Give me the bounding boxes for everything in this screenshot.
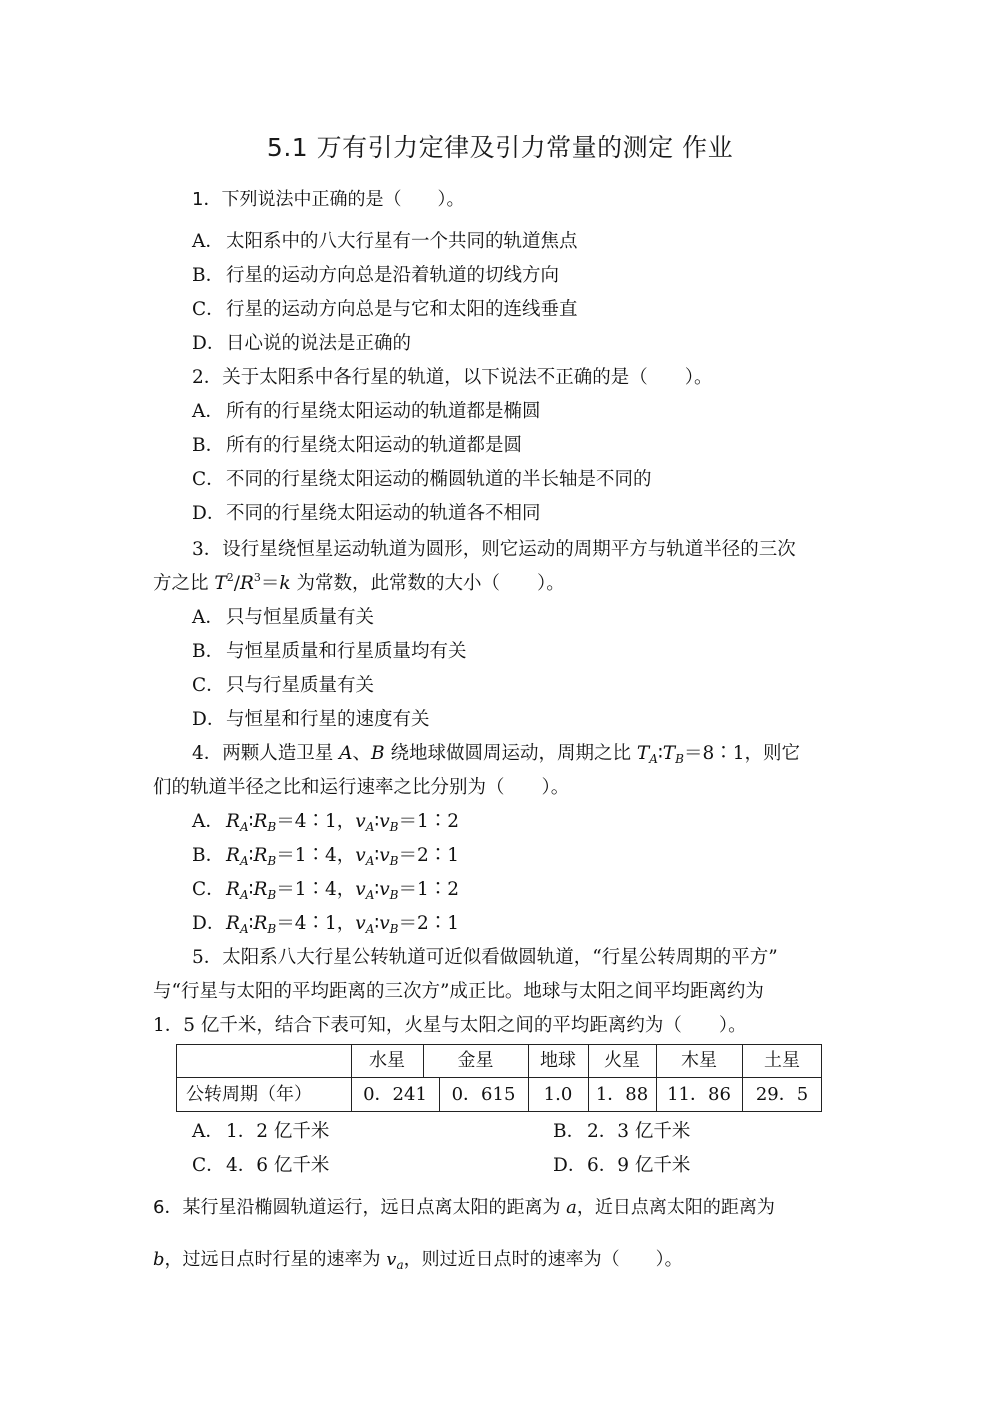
question-1-option-d (192, 332, 411, 356)
question-3-stem-line2 (153, 572, 565, 596)
option-text: 与恒星和行星的速度有关 (226, 709, 430, 730)
var-R: R (253, 879, 268, 900)
question-3-option-b (192, 640, 467, 664)
option-label: B． (192, 435, 225, 456)
var-R: R (253, 913, 268, 934)
subscript-A: A (239, 888, 249, 902)
option-label: D． (553, 1155, 587, 1176)
question-6-stem-line2 (153, 1248, 683, 1272)
orbital-period-table (176, 1044, 822, 1112)
var-v: v (355, 811, 366, 832)
option-label: B． (192, 265, 225, 286)
table-cell-mars: 1．88 (595, 1084, 649, 1105)
question-2-option-c (192, 468, 652, 492)
question-2-option-a (192, 400, 541, 424)
option-label: C． (192, 675, 225, 696)
option-text: 不同的行星绕太阳运动的轨道各不相同 (226, 503, 541, 524)
var-T: T (214, 573, 227, 594)
option-text: 不同的行星绕太阳运动的椭圆轨道的半长轴是不同的 (226, 469, 652, 490)
question-5-option-d (553, 1154, 690, 1178)
question-5-stem-line3: 1．5 亿千米，结合下表可知，火星与太阳之间的平均距离约为（ ）。 (153, 1015, 747, 1036)
var-v: v (355, 879, 366, 900)
option-text: 所有的行星绕太阳运动的轨道都是圆 (226, 435, 523, 456)
var-A: A (339, 743, 353, 764)
option-text: 1．2 亿千米 (226, 1121, 330, 1142)
table-cell-mercury: 0．241 (363, 1084, 427, 1105)
question-5-option-c (192, 1154, 329, 1178)
option-label: A． (192, 811, 224, 832)
option-text: 4．6 亿千米 (226, 1155, 330, 1176)
question-1-option-c (192, 298, 578, 322)
radius-ratio: ＝4∶1， (276, 811, 356, 832)
table-header-mercury: 水星 (369, 1050, 405, 1071)
table-header-venus: 金星 (457, 1050, 494, 1071)
colon: ∶ (374, 811, 380, 832)
stem-text: 绕地球做圆周运动，周期之比 (384, 743, 637, 764)
question-6-stem-line1 (153, 1196, 775, 1220)
table-cell-saturn: 29．5 (755, 1084, 809, 1105)
option-text: 与恒星质量和行星质量均有关 (226, 641, 467, 662)
colon: ∶ (657, 743, 663, 764)
var-R: R (253, 811, 268, 832)
var-v: v (355, 913, 366, 934)
stem-text: ，近日点离太阳的距离为 (576, 1197, 775, 1218)
subscript-B: B (389, 854, 399, 868)
question-5-stem-line2: 与“行星与太阳的平均距离的三次方”成正比。地球与太阳之间平均距离约为 (153, 981, 764, 1002)
subscript-B: B (389, 922, 399, 936)
subscript-A: A (365, 922, 375, 936)
question-3-stem-line1: 3．设行星绕恒星运动轨道为圆形，则它运动的周期平方与轨道半径的三次 (192, 539, 796, 560)
question-4-option-a (192, 810, 459, 834)
question-2-option-d (192, 502, 541, 526)
option-label: C． (192, 879, 225, 900)
option-text: 太阳系中的八大行星有一个共同的轨道焦点 (226, 231, 578, 252)
var-R: R (226, 811, 240, 832)
option-text: 只与行星质量有关 (226, 675, 375, 696)
option-label: B． (553, 1121, 586, 1142)
var-T: T (636, 743, 650, 764)
option-label: D． (192, 503, 226, 524)
speed-ratio: ＝1∶2 (398, 811, 460, 832)
var-T: T (662, 743, 676, 764)
stem-text: ，过远日点时行星的速率为 (164, 1249, 387, 1270)
stem-text: ，则过近日点时的速率为（ ）。 (403, 1249, 683, 1270)
subscript-B: B (267, 820, 277, 834)
subscript-a: a (396, 1258, 404, 1272)
subscript-A: A (239, 820, 249, 834)
var-B: B (371, 743, 385, 764)
subscript-B: B (267, 888, 277, 902)
subscript-A: A (365, 820, 375, 834)
subscript-B: B (389, 820, 399, 834)
colon: ∶ (374, 845, 380, 866)
table-cell-earth: 1.0 (543, 1084, 573, 1105)
subscript-A: A (239, 922, 249, 936)
speed-ratio: ＝2∶1 (398, 913, 460, 934)
question-3-option-d (192, 708, 430, 732)
stem-text: ＝8∶1，则它 (683, 743, 800, 764)
table-header-saturn: 土星 (764, 1050, 800, 1071)
var-R: R (226, 913, 240, 934)
question-1-option-a (192, 230, 578, 254)
colon: ∶ (248, 811, 254, 832)
option-label: A． (192, 607, 224, 628)
var-v: v (379, 845, 390, 866)
colon: ∶ (248, 845, 254, 866)
var-v: v (379, 811, 390, 832)
table-row-label: 公转周期（年） (186, 1084, 312, 1105)
question-4-stem-line1 (192, 742, 800, 766)
option-label: A． (192, 231, 224, 252)
var-v: v (379, 879, 390, 900)
question-4-option-c (192, 878, 459, 902)
question-4-option-b (192, 844, 459, 868)
var-R: R (226, 879, 240, 900)
subscript-A: A (649, 752, 658, 766)
option-text: 6．9 亿千米 (587, 1155, 691, 1176)
question-1-stem: 1．下列说法中正确的是（ ）。 (192, 189, 465, 210)
subscript-A: A (365, 854, 375, 868)
option-text: 2．3 亿千米 (587, 1121, 691, 1142)
option-text: 日心说的说法是正确的 (226, 333, 412, 354)
subscript-B: B (389, 888, 399, 902)
radius-ratio: ＝1∶4， (276, 879, 356, 900)
option-label: B． (192, 845, 225, 866)
question-5-option-b (553, 1120, 690, 1144)
table-cell-jupiter: 11．86 (667, 1084, 731, 1105)
var-R: R (253, 845, 268, 866)
subscript-B: B (267, 922, 277, 936)
option-label: C． (192, 469, 225, 490)
subscript-A: A (365, 888, 375, 902)
var-R: R (226, 845, 240, 866)
subscript-A: A (239, 854, 249, 868)
exponent: 3 (253, 571, 261, 584)
option-label: C． (192, 299, 225, 320)
question-3-option-a (192, 606, 374, 630)
exponent: 2 (226, 571, 234, 584)
subscript-B: B (675, 752, 684, 766)
option-text: 行星的运动方向总是与它和太阳的连线垂直 (226, 299, 578, 320)
option-label: B． (192, 641, 225, 662)
var-R: R (239, 573, 254, 594)
colon: ∶ (374, 913, 380, 934)
question-4-stem-line2: 们的轨道半径之比和运行速率之比分别为（ ）。 (153, 777, 570, 798)
colon: ∶ (248, 879, 254, 900)
separator: 、 (352, 743, 372, 764)
question-3-option-c (192, 674, 374, 698)
stem-text: 4．两颗人造卫星 (192, 743, 340, 764)
option-label: A． (192, 1121, 224, 1142)
table-header-earth: 地球 (540, 1050, 576, 1071)
option-label: D． (192, 913, 226, 934)
question-5-stem-line1: 5．太阳系八大行星公转轨道可近似看做圆轨道，“行星公转周期的平方” (192, 947, 778, 968)
question-4-option-d (192, 912, 459, 936)
table-header-mars: 火星 (604, 1050, 640, 1071)
question-1-option-b (192, 264, 559, 288)
table-cell-venus: 0．615 (451, 1084, 516, 1105)
radius-ratio: ＝1∶4， (276, 845, 356, 866)
option-label: D． (192, 709, 226, 730)
stem-text: 方之比 (153, 573, 215, 594)
var-v: v (386, 1249, 397, 1270)
option-text: 所有的行星绕太阳运动的轨道都是椭圆 (226, 401, 541, 422)
colon: ∶ (248, 913, 254, 934)
question-2-option-b (192, 434, 522, 458)
stem-text: 为常数，此常数的大小（ ）。 (290, 573, 565, 594)
option-text: 只与恒星质量有关 (226, 607, 375, 628)
speed-ratio: ＝2∶1 (398, 845, 460, 866)
option-text: 行星的运动方向总是沿着轨道的切线方向 (226, 265, 560, 286)
var-k: k (279, 573, 291, 594)
document-title: 5.1 万有引力定律及引力常量的测定 作业 (266, 133, 734, 162)
table-header-jupiter: 木星 (681, 1050, 717, 1071)
slash: / (233, 573, 240, 594)
var-v: v (355, 845, 366, 866)
var-v: v (379, 913, 390, 934)
equals: ＝ (260, 573, 280, 594)
question-5-option-a (192, 1120, 329, 1144)
radius-ratio: ＝4∶1， (276, 913, 356, 934)
option-label: C． (192, 1155, 225, 1176)
speed-ratio: ＝1∶2 (398, 879, 460, 900)
var-b: b (153, 1249, 165, 1270)
subscript-B: B (267, 854, 277, 868)
var-a: a (566, 1197, 577, 1218)
stem-text: 6．某行星沿椭圆轨道运行，远日点离太阳的距离为 (153, 1197, 567, 1218)
option-label: D． (192, 333, 226, 354)
option-label: A． (192, 401, 224, 422)
question-2-stem: 2．关于太阳系中各行星的轨道，以下说法不正确的是（ ）。 (192, 367, 713, 388)
colon: ∶ (374, 879, 380, 900)
